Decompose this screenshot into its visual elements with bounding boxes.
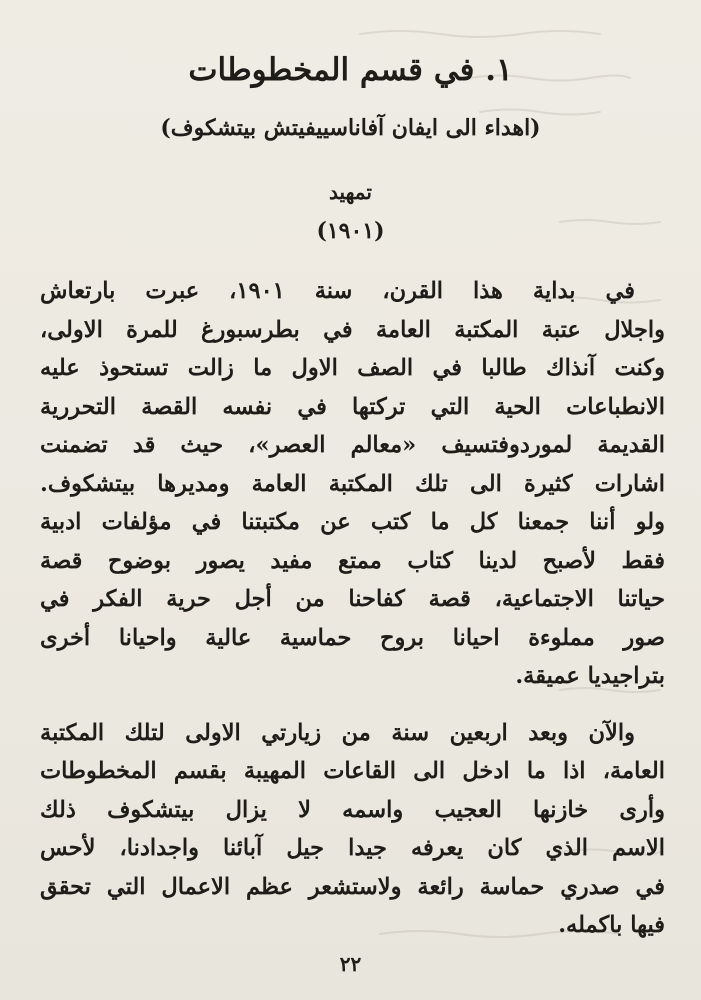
section-heading: ١. في قسم المخطوطات [188,52,513,88]
text-line: القديمة لموردوفتسيف «معالم العصر»، حيث قد تضمنت [40,432,665,458]
text-line: بتراجيديا عميقة. [515,663,665,689]
text-line: ولو أننا جمعنا كل ما كتب عن مكتبتنا في مؤلفات ادبية [40,509,665,535]
preface-subheading: تمهيد [329,180,372,204]
text-line: صور مملوءة احيانا بروح حماسية عالية واحيانا أخرى [40,624,665,651]
text-line: وكنت آنذاك طالبا في الصف الاول ما زالت تستحوذ عليه [40,355,665,381]
dedication-line: (اهداء الى ايفان آفاناسييفيتش بيتشكوف) [160,115,541,141]
text-line: الانطباعات الحية التي تركتها في نفسه القصة التحررية [40,393,665,420]
paragraph [40,272,665,696]
text-line: الاسم الذي كان يعرفه جيدا جيل آبائنا واجدادنا، لأحس [40,835,665,861]
text-line: واجلال عتبة المكتبة العامة في بطرسبورغ للمرة الاولى، [40,316,665,343]
paragraph-gap [40,696,665,714]
text-line: في صدري حماسة رائعة ولاستشعر عظم الاعمال التي تحقق [40,873,665,900]
text-line: العامة، اذا ما ادخل الى القاعات المهيبة بقسم المخطوطات [40,758,665,784]
year-label: (١٩٠١) [316,218,385,244]
text-line: فقط لأصبح لدينا كتاب ممتع مفيد يصور بوضوح قصة [40,547,665,574]
text-line: اشارات كثيرة الى تلك المكتبة العامة ومديرها بيتشكوف. [40,470,665,497]
paragraph [40,714,665,945]
text-line: وأرى خازنها العجيب واسمه لا يزال بيتشكوف ذلك [40,796,665,823]
text-line: والآن وبعد اربعين سنة من زيارتي الاولى لتلك المكتبة [40,719,635,746]
page-number: ٢٢ [339,952,362,976]
text-line: في بداية هذا القرن، سنة ١٩٠١، عبرت بارتعاش [40,278,635,304]
body-text [40,272,665,945]
text-line: فيها باكمله. [558,912,665,938]
text-line: حياتنا الاجتماعية، قصة كفاحنا من أجل حرية الفكر في [40,586,665,612]
